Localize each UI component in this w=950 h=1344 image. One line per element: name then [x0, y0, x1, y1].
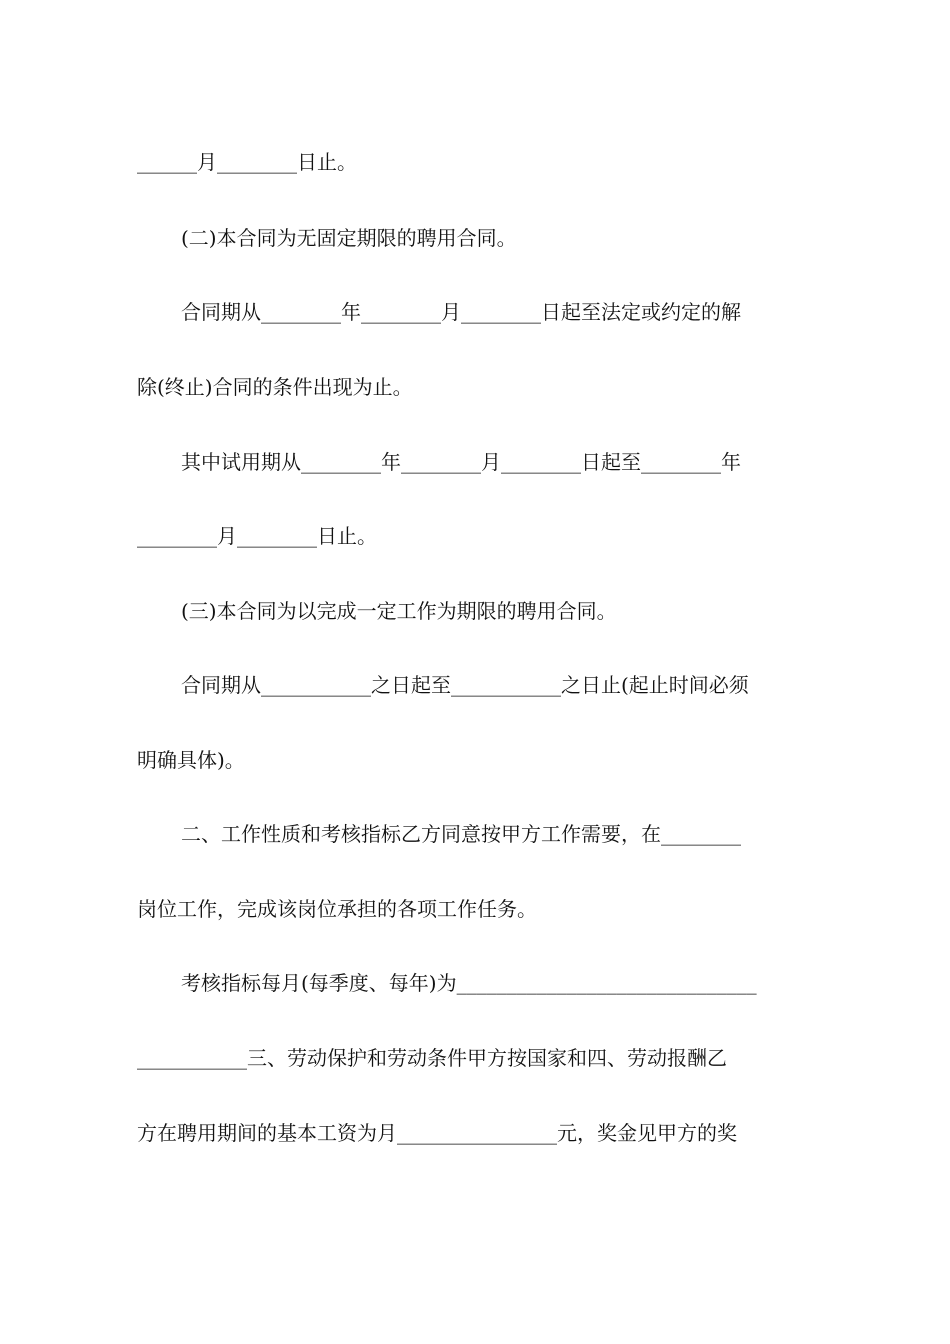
text-line: 岗位工作，完成该岗位承担的各项工作任务。 — [137, 897, 537, 921]
text-line: 明确具体)。 — [137, 748, 245, 772]
text-line: 方在聘用期间的基本工资为月________________元，奖金见甲方的奖 — [137, 1121, 737, 1145]
text-line: ________月________日止。 — [137, 524, 377, 548]
text-line: 合同期从________年________月________日起至法定或约定的解 — [181, 300, 741, 324]
text-line: 二、工作性质和考核指标乙方同意按甲方工作需要，在________ — [181, 822, 741, 846]
text-line: ______月________日止。 — [137, 150, 357, 174]
text-line: 除(终止)合同的条件出现为止。 — [137, 375, 413, 399]
text-line: (二)本合同为无固定期限的聘用合同。 — [181, 226, 517, 250]
text-line: 其中试用期从________年________月________日起至________年 — [181, 450, 741, 474]
text-line: ___________三、劳动保护和劳动条件甲方按国家和四、劳动报酬乙 — [137, 1046, 727, 1070]
text-line: 考核指标每月(每季度、每年)为______________________________ — [181, 971, 757, 995]
text-line: (三)本合同为以完成一定工作为期限的聘用合同。 — [181, 599, 617, 623]
text-line: 合同期从___________之日起至___________之日止(起止时间必须 — [181, 673, 749, 697]
